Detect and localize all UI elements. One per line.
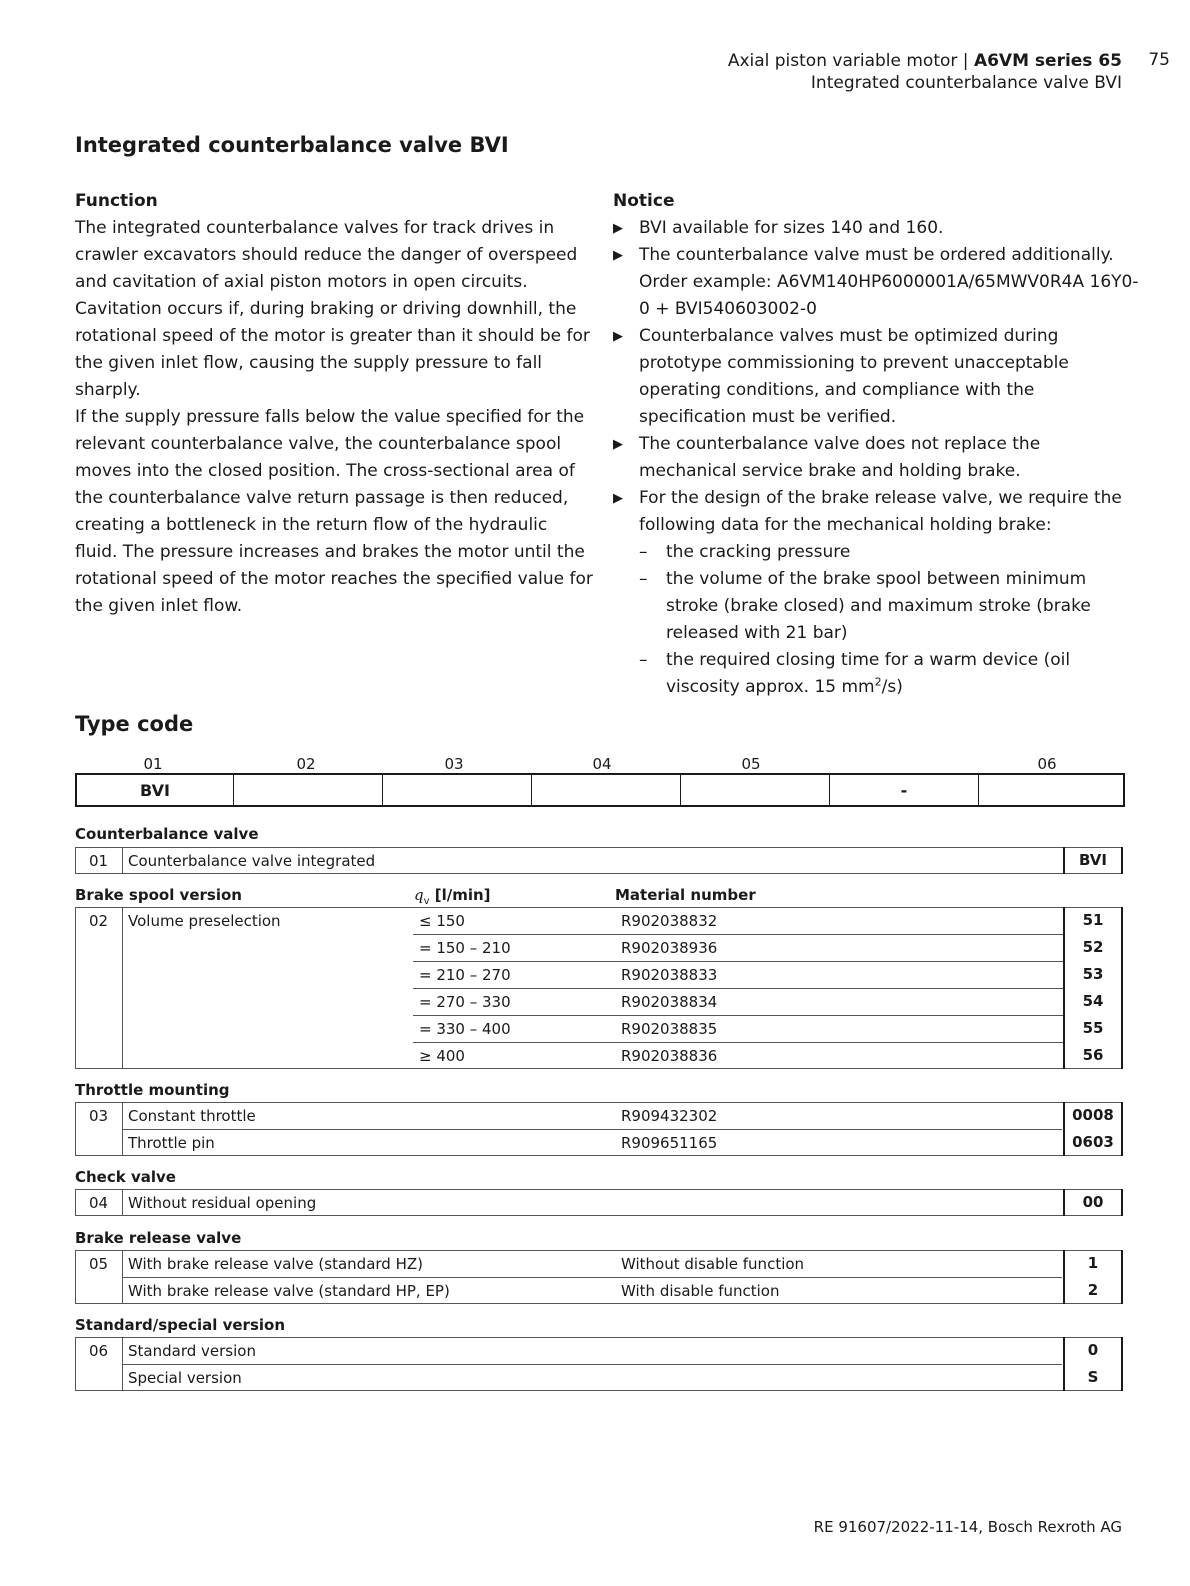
section-brake-release: 05 With brake release valve (standard HZ) Without disable function 1 With brake release valve (standard HP, EP) With disable function 2 — [75, 1250, 1123, 1304]
table-row: Constant throttle R909432302 0008 — [75, 1102, 1123, 1129]
type-code-cell — [383, 775, 532, 805]
order-code: 1 — [1063, 1250, 1123, 1277]
notice-subitem: – the cracking pressure — [639, 539, 1143, 566]
notice-subitem: – the required closing time for a warm device (oil viscosity approx. 15 $mm^2/s$) — [639, 647, 1143, 701]
page-number: 75 — [1148, 50, 1170, 70]
dash-icon: – — [639, 569, 648, 589]
dash-icon: – — [639, 542, 648, 562]
order-code: 0603 — [1063, 1129, 1123, 1156]
table-row: With brake release valve (standard HP, EP) With disable function 2 — [75, 1277, 1123, 1304]
function-heading: Function — [75, 191, 158, 211]
table-row: Throttle pin R909651165 0603 — [75, 1129, 1123, 1156]
notice-item: ▶ For the design of the brake release valve, we require the following data for the mechanical holding brake: – the cracking pressure – the volume of the brake spool between minimum stroke (brake closed) and maximum stroke (brake released with 21 bar) – the required closing time for a warm device (oil viscosity approx. 15 $mm^2/s$) — [613, 485, 1143, 701]
table-row: ≥ 400 R902038836 56 — [75, 1042, 1123, 1069]
position-label: 04 — [592, 755, 612, 773]
notice-heading: Notice — [613, 191, 675, 211]
header-subtitle: Integrated counterbalance valve BVI — [810, 73, 1122, 93]
order-code: 53 — [1063, 961, 1123, 988]
function-section — [75, 188, 595, 620]
type-code-separator: - — [830, 775, 979, 805]
position-label: 05 — [741, 755, 761, 773]
triangle-right-icon: ▶ — [613, 248, 623, 263]
section-title-throttle: Throttle mounting — [75, 1081, 230, 1099]
section-check-valve — [75, 1189, 1123, 1216]
header-title-series: A6VM series 65 — [973, 51, 1122, 71]
table-row: Standard version 0 — [75, 1337, 1123, 1364]
triangle-right-icon: ▶ — [613, 491, 623, 506]
type-code-heading: Type code — [75, 712, 194, 736]
section-title-brake-release: Brake release valve — [75, 1229, 242, 1247]
type-code-cell — [979, 775, 1123, 805]
table-row: 01 Counterbalance valve integrated BVI — [75, 847, 1123, 874]
position-label: 02 — [296, 755, 316, 773]
section-title-version: Standard/special version — [75, 1316, 286, 1334]
order-code: 55 — [1063, 1015, 1123, 1042]
table-row: = 330 – 400 R902038835 55 — [75, 1015, 1123, 1042]
section-title-brake-spool: Brake spool version — [75, 886, 242, 904]
notice-list — [613, 215, 1143, 701]
order-code: 2 — [1063, 1277, 1123, 1304]
notice-section — [613, 188, 1143, 701]
section-title-check-valve: Check valve — [75, 1168, 176, 1186]
position-label: 01 — [143, 755, 163, 773]
table-row: ≤ 150 R902038832 51 — [75, 907, 1123, 934]
triangle-right-icon: ▶ — [613, 437, 623, 452]
type-code-positions — [75, 755, 1123, 773]
notice-item: ▶ Counterbalance valves must be optimized during prototype commissioning to prevent unacceptable operating conditions, and compliance with the specification must be verified. — [613, 323, 1143, 431]
section-version: 06 Standard version 0 Special version S — [75, 1337, 1123, 1391]
notice-item: ▶ The counterbalance valve does not replace the mechanical service brake and holding brake. — [613, 431, 1143, 485]
order-code: 56 — [1063, 1042, 1123, 1069]
type-code-cell — [681, 775, 830, 805]
header-title-prefix: Axial piston variable motor | — [727, 51, 974, 71]
order-code: 52 — [1063, 934, 1123, 961]
section-throttle: 03 Constant throttle R909432302 0008 Throttle pin R909651165 0603 — [75, 1102, 1123, 1156]
order-code: 51 — [1063, 907, 1123, 934]
position-label: 03 — [444, 755, 464, 773]
order-code: S — [1063, 1364, 1123, 1391]
running-header — [728, 50, 1122, 94]
triangle-right-icon: ▶ — [613, 221, 623, 236]
section-brake-spool: 02 Volume preselection ≤ 150 R902038832 51 = 150 – 210 R902038936 52 = 210 – 270 R902038833 53 = 270 – 330 R902038834 54 = 330 – 400 R902038835 55 ≥ 400 R902038836 56 — [75, 907, 1123, 1069]
notice-item: ▶ The counterbalance valve must be ordered additionally. Order example: A6VM140HP6000001A/65MWV0R4A 16Y0-0 + BVI540603002-0 — [613, 242, 1143, 323]
table-row: With brake release valve (standard HZ) Without disable function 1 — [75, 1250, 1123, 1277]
column-header-material: Material number — [615, 886, 756, 904]
dash-icon: – — [639, 650, 648, 670]
type-code-box — [75, 773, 1125, 807]
order-code: 0008 — [1063, 1102, 1123, 1129]
section-title-counterbalance: Counterbalance valve — [75, 825, 259, 843]
type-code-cell — [234, 775, 383, 805]
table-row: Special version S — [75, 1364, 1123, 1391]
triangle-right-icon: ▶ — [613, 329, 623, 344]
function-paragraph-2: If the supply pressure falls below the value specified for the relevant counterbalance valve, the counterbalance spool moves into the closed position. The cross-sectional area of the counterbalance valve return passage is then reduced, creating a bottleneck in the return flow of the hydraulic fluid. The pressure increases and brakes the motor until the rotational speed of the motor reaches the specified value for the given inlet flow. — [75, 407, 593, 616]
position-label: 06 — [1037, 755, 1057, 773]
type-code-cell — [532, 775, 681, 805]
page-footer: RE 91607/2022-11-14, Bosch Rexroth AG — [813, 1518, 1122, 1536]
section-counterbalance — [75, 847, 1123, 874]
notice-subitem: – the volume of the brake spool between minimum stroke (brake closed) and maximum stroke (brake released with 21 bar) — [639, 566, 1143, 647]
page-title: Integrated counterbalance valve BVI — [75, 133, 509, 157]
table-row: = 270 – 330 R902038834 54 — [75, 988, 1123, 1015]
table-row: = 210 – 270 R902038833 53 — [75, 961, 1123, 988]
order-code: 00 — [1063, 1189, 1123, 1216]
function-paragraph-1: The integrated counterbalance valves for track drives in crawler excavators should reduce the danger of overspeed and cavitation of axial piston motors in open circuits. Cavitation occurs if, during braking or driving downhill, the rotational speed of the motor is greater than it should be for the given inlet flow, causing the supply pressure to fall sharply. — [75, 218, 590, 400]
table-row: 04 Without residual opening 00 — [75, 1189, 1123, 1216]
column-header-flow: $q_v$ [l/min] — [414, 886, 491, 907]
type-code-cell: BVI — [77, 775, 234, 805]
table-row: = 150 – 210 R902038936 52 — [75, 934, 1123, 961]
order-code: 54 — [1063, 988, 1123, 1015]
order-code: 0 — [1063, 1337, 1123, 1364]
notice-item: ▶ BVI available for sizes 140 and 160. — [613, 215, 1143, 242]
order-code: BVI — [1063, 847, 1123, 874]
notice-sublist — [639, 539, 1143, 701]
